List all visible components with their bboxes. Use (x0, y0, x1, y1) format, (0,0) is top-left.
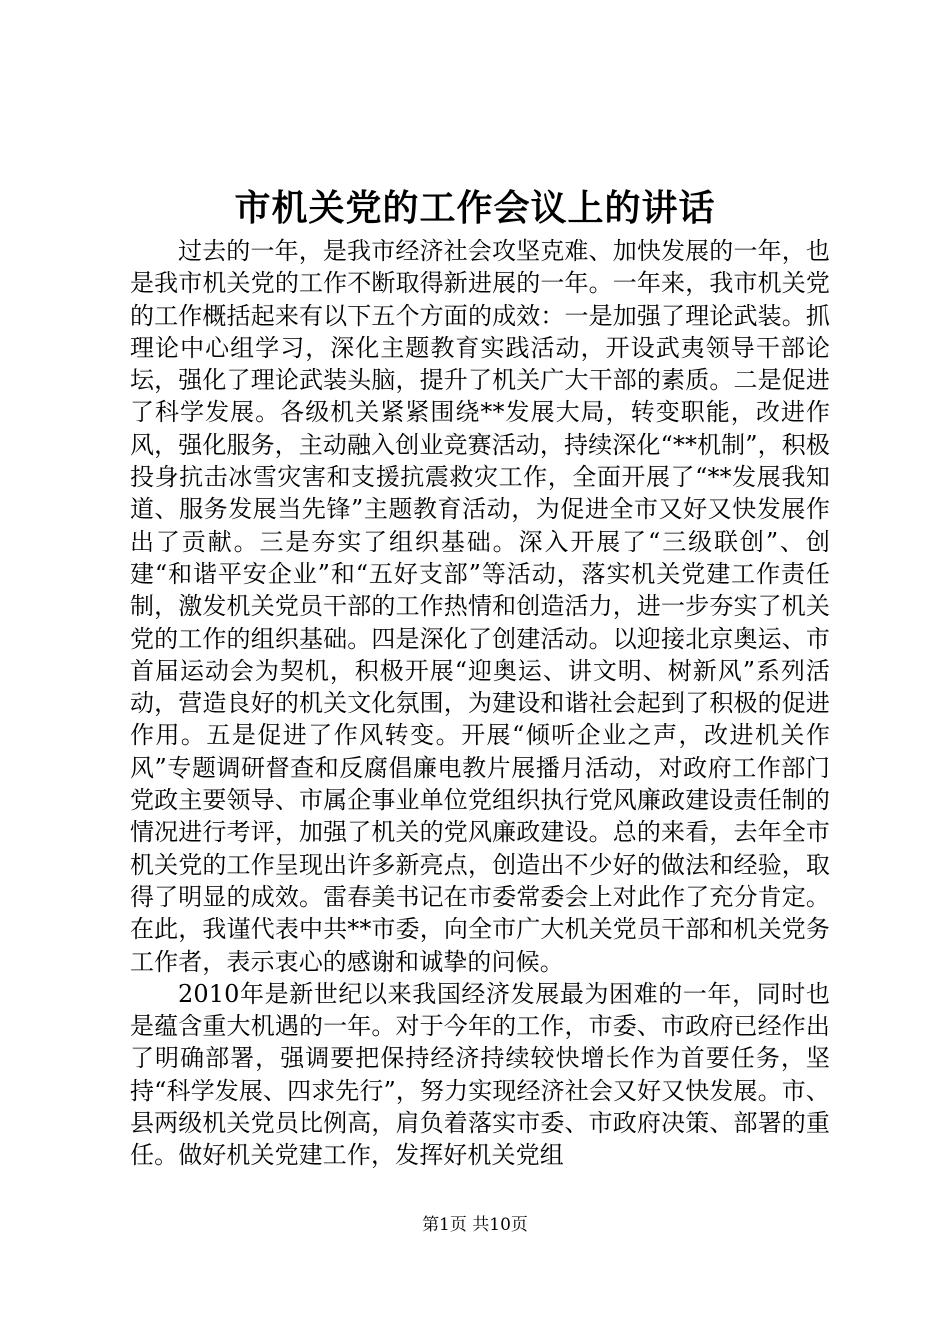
document-body (130, 235, 830, 1172)
paragraph-1: 过去的一年，是我市经济社会攻坚克难、加快发展的一年，也是我市机关党的工作不断取得新进展的一年。一年来，我市机关党的工作概括起来有以下五个方面的成效：一是加强了理论武装。抓理论中心组学习，深化主题教育实践活动，开设武夷领导干部论坛，强化了理论武装头脑，提升了机关广大干部的素质。二是促进了科学发展。各级机关紧紧围绕**发展大局，转变职能，改进作风，强化服务，主动融入创业竞赛活动，持续深化“**机制”，积极投身抗击冰雪灾害和支援抗震救灾工作，全面开展了“**发展我知道、服务发展当先锋”主题教育活动，为促进全市又好又快发展作出了贡献。三是夯实了组织基础。深入开展了“三级联创”、创建“和谐平安企业”和“五好支部”等活动，落实机关党建工作责任制，激发机关党员干部的工作热情和创造活力，进一步夯实了机关党的工作的组织基础。四是深化了创建活动。以迎接北京奥运、市首届运动会为契机，积极开展“迎奥运、讲文明、树新风”系列活动，营造良好的机关文化氛围，为建设和谐社会起到了积极的促进作用。五是促进了作风转变。开展“倾听企业之声，改进机关作风”专题调研督查和反腐倡廉电教片展播月活动，对政府工作部门党政主要领导、市属企事业单位党组织执行党风廉政建设责任制的情况进行考评，加强了机关的党风廉政建设。总的来看，去年全市机关党的工作呈现出许多新亮点，创造出不少好的做法和经验，取得了明显的成效。雷春美书记在市委常委会上对此作了充分肯定。在此，我谨代表中共**市委，向全市广大机关党员干部和机关党务工作者，表示衷心的感谢和诚挚的问候。 (130, 237, 830, 976)
page-title: 市机关党的工作会议上的讲话 (234, 187, 716, 229)
page-number-footer: 第1页 共10页 (422, 1215, 528, 1235)
paragraph-2: 2010年是新世纪以来我国经济发展最为困难的一年，同时也是蕴含重大机遇的一年。对于今年的工作，市委、市政府已经作出了明确部署，强调要把保持经济持续较快增长作为首要任务，坚持“科学发展、四求先行”，努力实现经济社会又好又快发展。市、县两级机关党员比例高，肩负着落实市委、市政府决策、部署的重任。做好机关党建工作，发挥好机关党组 (130, 979, 830, 1170)
